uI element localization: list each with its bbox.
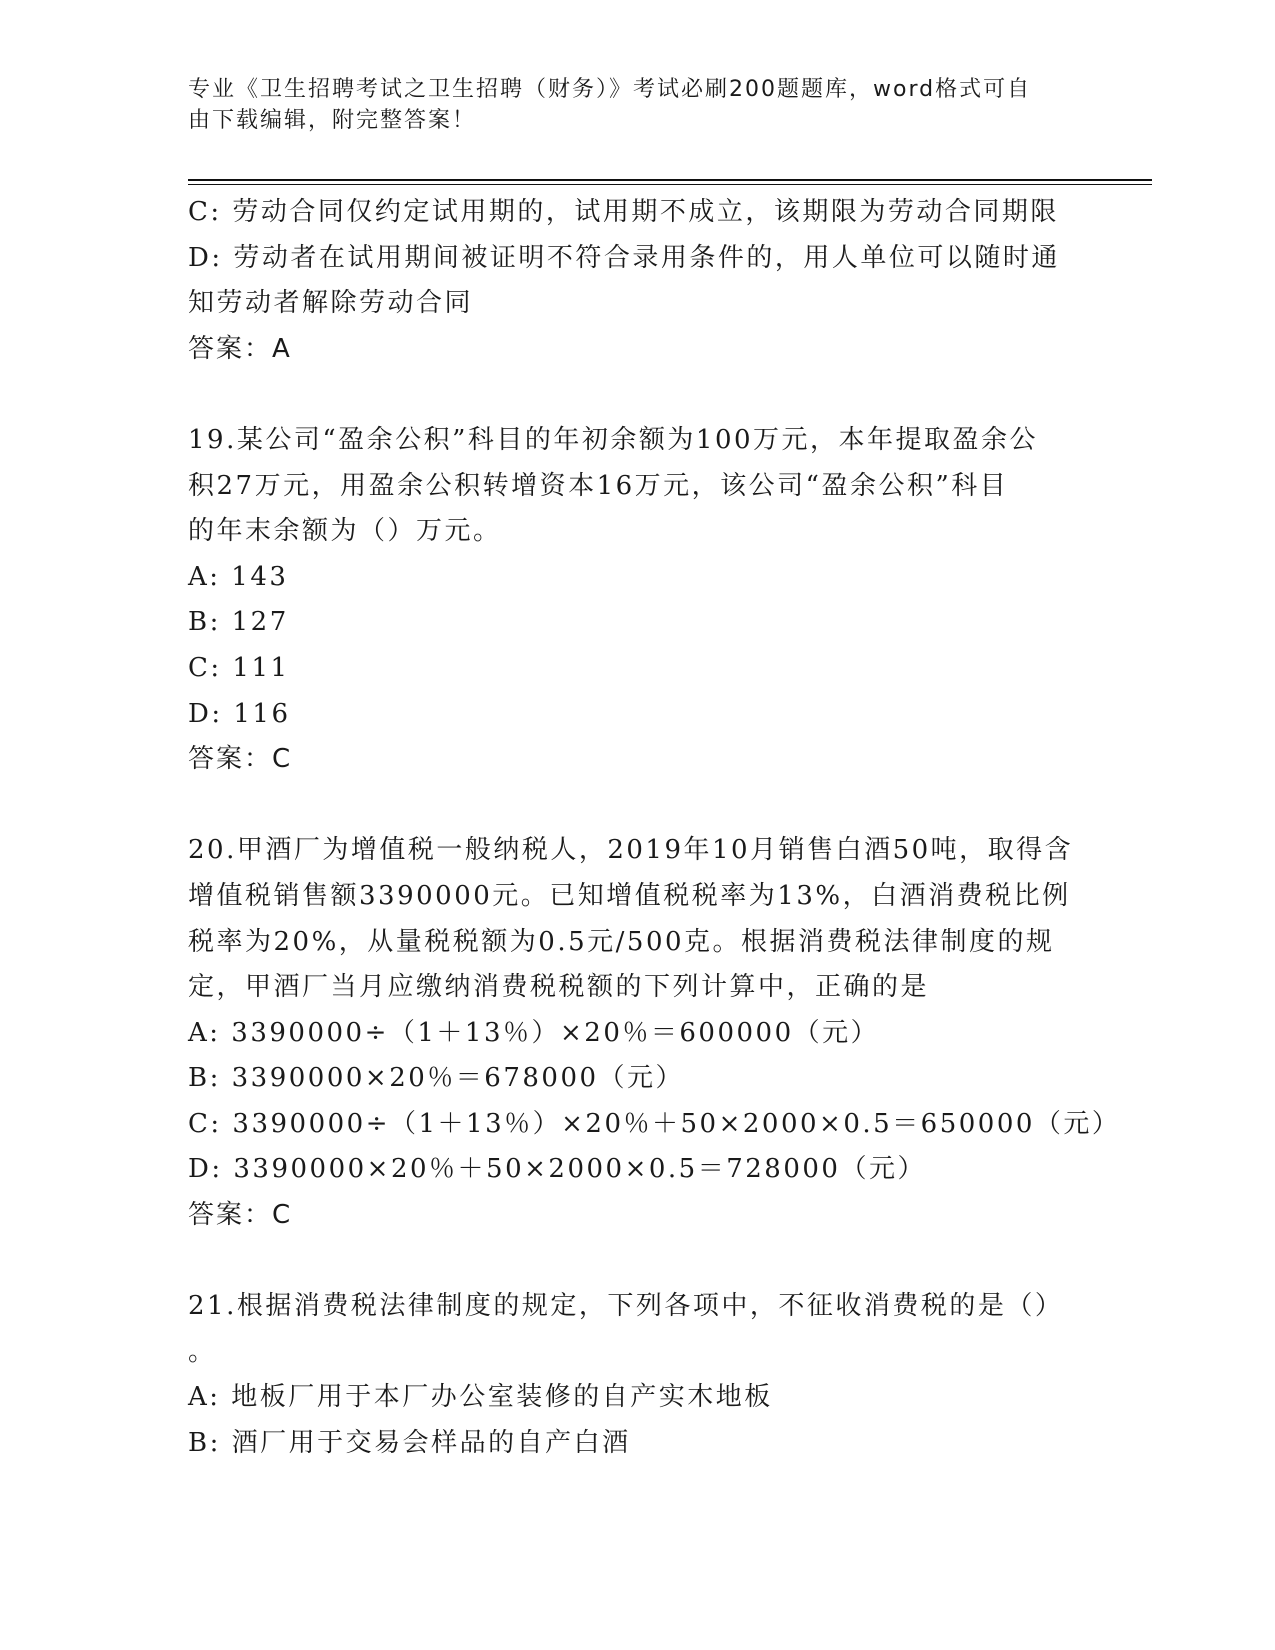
q21-stem-line-2: 。 bbox=[188, 1336, 217, 1367]
question-19 bbox=[188, 418, 1088, 783]
q20-stem-line-4: 定，甲酒厂当月应缴纳消费税税额的下列计算中，正确的是 bbox=[188, 972, 930, 1003]
q20-stem-line-2: 增值税销售额3390000元。已知增值税税率为13%，白酒消费税比例 bbox=[188, 880, 1071, 911]
spacer bbox=[188, 372, 1088, 418]
document-body bbox=[188, 190, 1121, 1467]
q18-answer: 答案：A bbox=[188, 333, 292, 364]
q20-option-a: A: 3390000÷（1＋13％）×20％＝600000（元） bbox=[188, 1017, 880, 1048]
q20-answer: 答案：C bbox=[188, 1200, 293, 1231]
header-title-line-2: 由下载编辑，附完整答案！ bbox=[188, 108, 477, 133]
q19-stem-line-2: 积27万元，用盈余公积转增资本16万元，该公司“盈余公积”科目 bbox=[188, 470, 1009, 501]
question-21 bbox=[188, 1284, 1088, 1466]
q20-option-d: D: 3390000×20％＋50×2000×0.5＝728000（元） bbox=[188, 1154, 926, 1185]
header-rule-thick bbox=[188, 179, 1152, 181]
q18-option-d-line-1: D: 劳动者在试用期间被证明不符合录用条件的，用人单位可以随时通 bbox=[188, 242, 1060, 273]
q19-stem-line-3: 的年末余额为（）万元。 bbox=[188, 516, 502, 547]
q18-option-d-line-2: 知劳动者解除劳动合同 bbox=[188, 288, 474, 319]
q20-option-b: B: 3390000×20％＝678000（元） bbox=[188, 1063, 685, 1094]
q19-option-d: D: 116 bbox=[188, 698, 291, 729]
q19-stem-line-1: 19.某公司“盈余公积”科目的年初余额为100万元，本年提取盈余公 bbox=[188, 424, 1039, 455]
header-rule-thin bbox=[188, 184, 1152, 185]
q19-answer: 答案：C bbox=[188, 744, 293, 775]
page-header bbox=[188, 74, 1088, 136]
question-18-fragment bbox=[188, 190, 1088, 372]
q20-stem-line-3: 税率为20%，从量税税额为0.5元/500克。根据消费税法律制度的规 bbox=[188, 926, 1055, 957]
spacer bbox=[188, 783, 1088, 829]
q18-option-c: C: 劳动合同仅约定试用期的，试用期不成立，该期限为劳动合同期限 bbox=[188, 197, 1059, 227]
q19-option-c: C: 111 bbox=[188, 652, 290, 683]
q20-stem-line-1: 20.甲酒厂为增值税一般纳税人，2019年10月销售白酒50吨，取得含 bbox=[188, 835, 1074, 866]
q19-option-b: B: 127 bbox=[188, 607, 289, 638]
q21-option-a: A: 地板厂用于本厂办公室装修的自产实木地板 bbox=[188, 1382, 773, 1413]
question-20 bbox=[188, 828, 1121, 1238]
spacer bbox=[188, 1239, 1088, 1285]
q20-option-c: C: 3390000÷（1＋13％）×20％＋50×2000×0.5＝650000（元） bbox=[188, 1108, 1121, 1139]
header-title-line-1: 专业《卫生招聘考试之卫生招聘（财务）》考试必刷200题题库，word格式可自 bbox=[188, 77, 1032, 102]
q19-option-a: A: 143 bbox=[188, 561, 289, 592]
q21-stem-line-1: 21.根据消费税法律制度的规定，下列各项中，不征收消费税的是（） bbox=[188, 1291, 1064, 1322]
q21-option-b: B: 酒厂用于交易会样品的自产白酒 bbox=[188, 1428, 631, 1459]
